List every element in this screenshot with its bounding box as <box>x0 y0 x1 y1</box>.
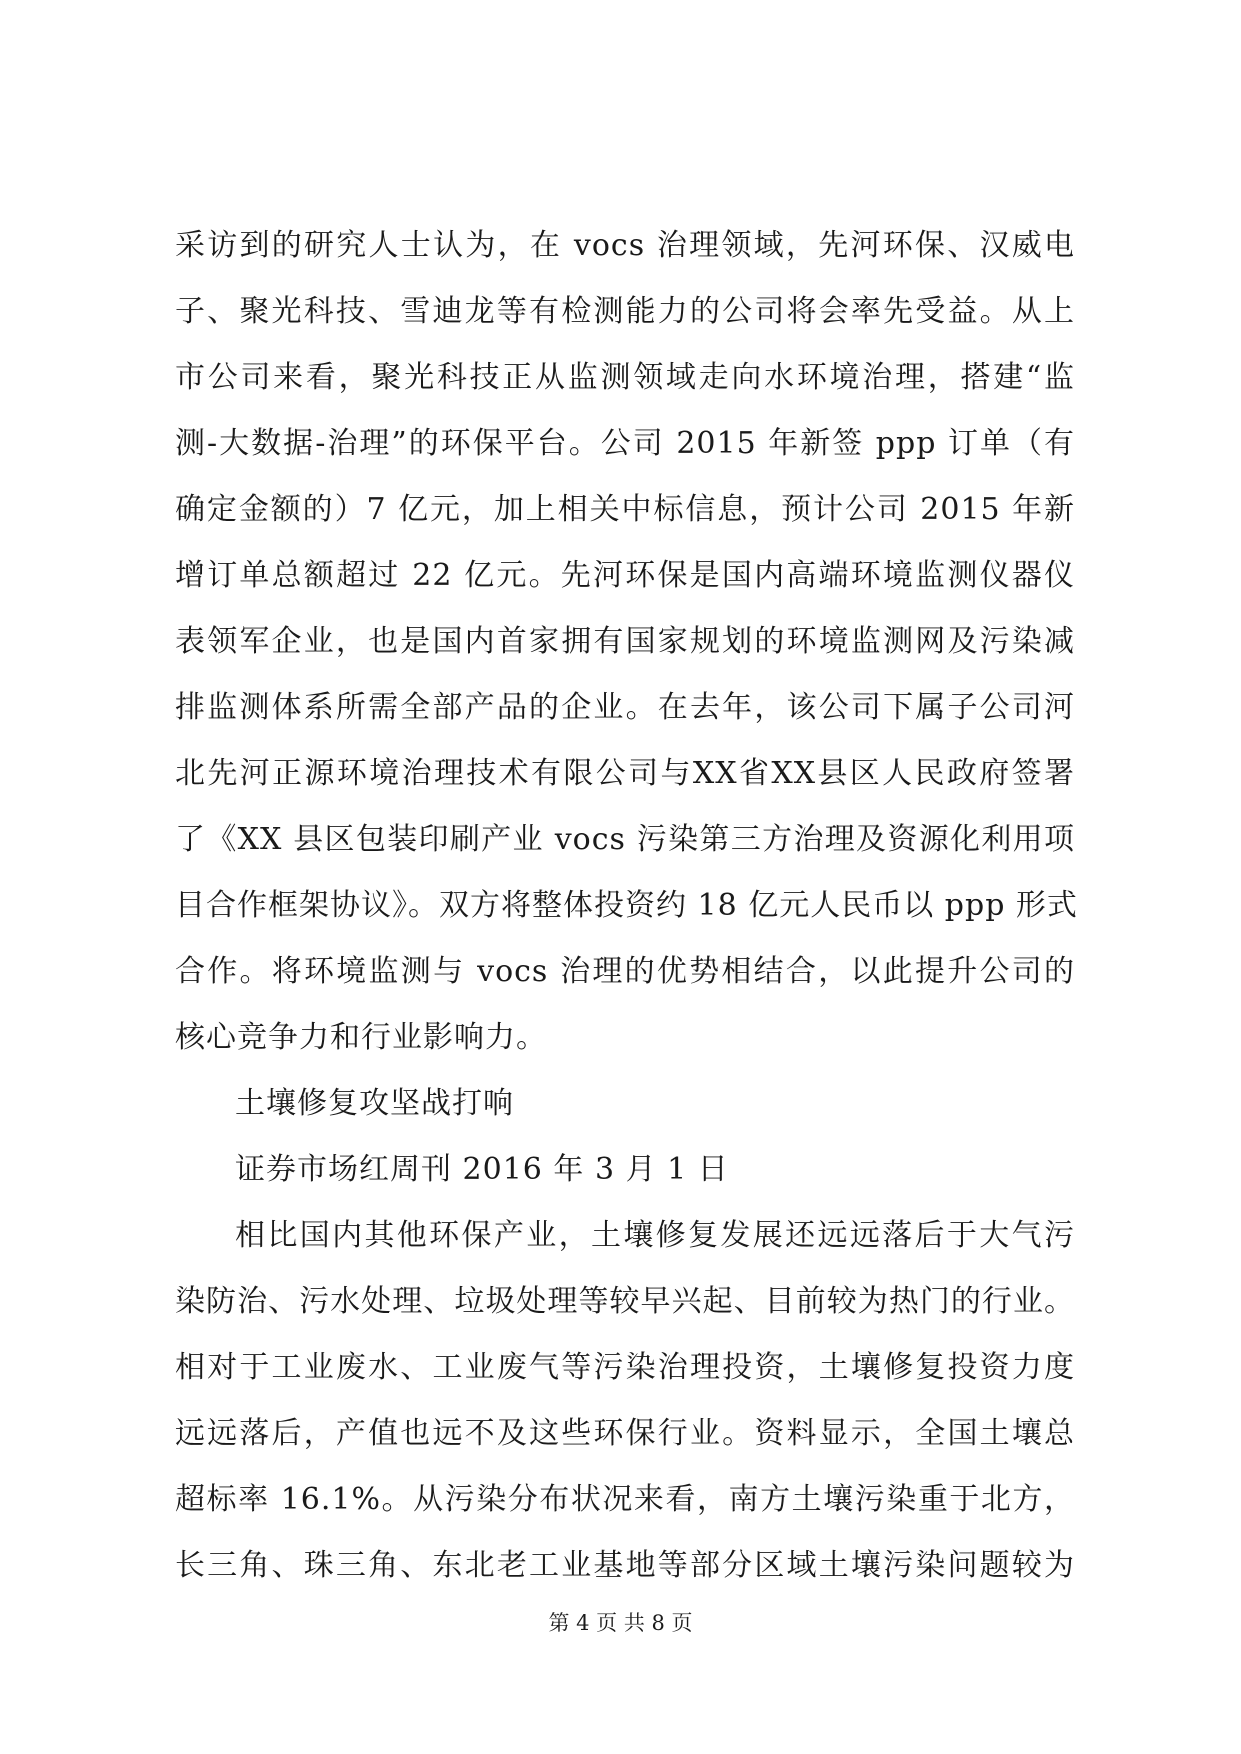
source-line: 证券市场红周刊 2016 年 3 月 1 日 <box>235 1152 729 1187</box>
paragraph-line: 相比国内其他环保产业，土壤修复发展还远远落后于大气污 <box>235 1218 1075 1253</box>
paragraph-line: 目合作框架协议》。双方将整体投资约 18 亿元人民币以 ppp 形式 <box>175 888 1078 923</box>
paragraph-line: 核心竞争力和行业影响力。 <box>175 1020 547 1055</box>
paragraph-line: 排监测体系所需全部产品的企业。在去年，该公司下属子公司河 <box>175 690 1075 725</box>
paragraph-line: 了《XX 县区包装印刷产业 vocs 污染第三方治理及资源化利用项 <box>175 822 1075 857</box>
paragraph-line: 市公司来看，聚光科技正从监测领域走向水环境治理，搭建“监 <box>175 360 1075 395</box>
paragraph-line: 长三角、珠三角、东北老工业基地等部分区域土壤污染问题较为 <box>175 1548 1075 1583</box>
paragraph-line: 确定金额的）7 亿元，加上相关中标信息，预计公司 2015 年新 <box>175 492 1075 527</box>
paragraph-line: 测-大数据-治理”的环保平台。公司 2015 年新签 ppp 订单（有 <box>175 426 1075 461</box>
page-number-footer: 第 4 页 共 8 页 <box>548 1611 693 1635</box>
paragraph-line: 采访到的研究人士认为，在 vocs 治理领域，先河环保、汉威电 <box>175 228 1075 263</box>
paragraph-line: 增订单总额超过 22 亿元。先河环保是国内高端环境监测仪器仪 <box>175 558 1075 593</box>
paragraph-line: 合作。将环境监测与 vocs 治理的优势相结合，以此提升公司的 <box>175 954 1075 989</box>
document-body <box>175 228 1078 1614</box>
paragraph-line: 相对于工业废水、工业废气等污染治理投资，土壤修复投资力度 <box>175 1350 1075 1385</box>
paragraph-line: 北先河正源环境治理技术有限公司与XX省XX县区人民政府签署 <box>175 756 1075 791</box>
paragraph-line: 表领军企业，也是国内首家拥有国家规划的环境监测网及污染减 <box>175 624 1075 659</box>
paragraph-line: 染防治、污水处理、垃圾处理等较早兴起、目前较为热门的行业。 <box>175 1284 1075 1319</box>
paragraph-line: 远远落后，产值也远不及这些环保行业。资料显示，全国土壤总 <box>175 1416 1075 1451</box>
paragraph-line: 子、聚光科技、雪迪龙等有检测能力的公司将会率先受益。从上 <box>175 294 1075 329</box>
paragraph-line: 超标率 16.1%。从污染分布状况来看，南方土壤污染重于北方， <box>175 1482 1075 1517</box>
section-title: 土壤修复攻坚战打响 <box>235 1086 514 1121</box>
